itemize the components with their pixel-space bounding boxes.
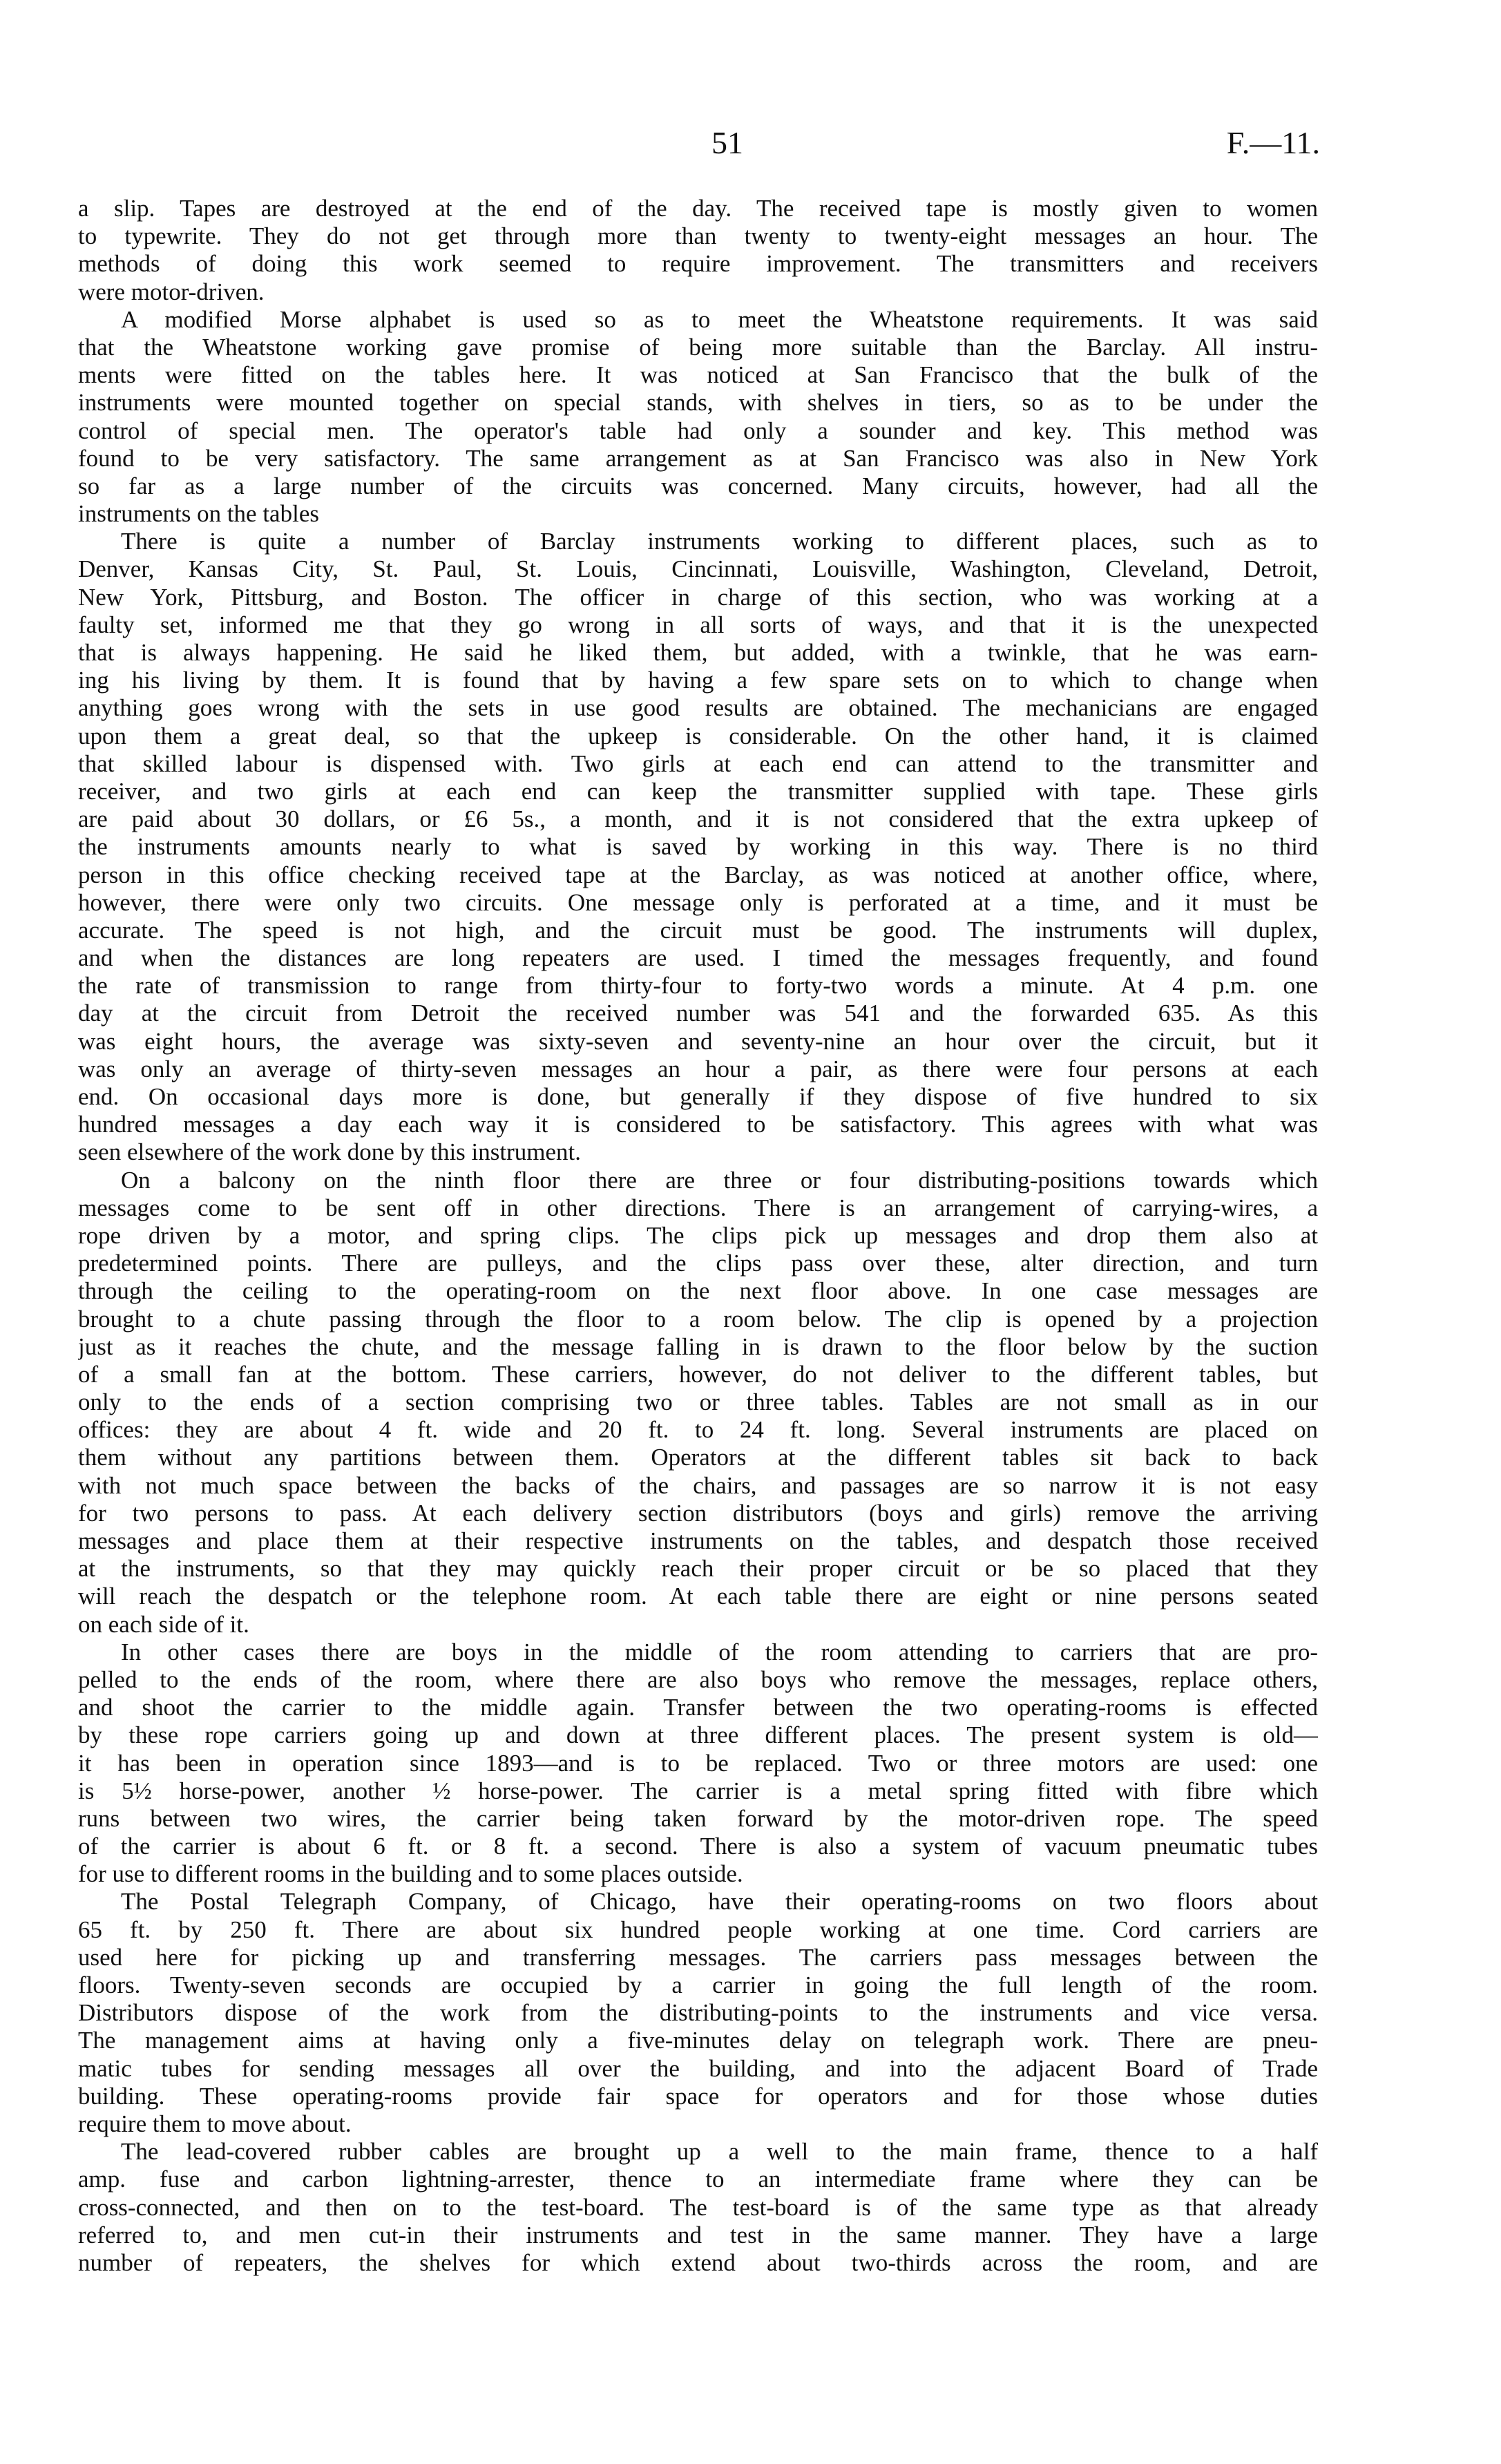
text-line: brought to a chute passing through the floor to a room below. The clip is opened by a projection: [78, 1305, 1318, 1333]
paragraph: [78, 195, 1318, 306]
text-line: methods of doing this work seemed to require improvement. The transmitters and receivers: [78, 250, 1318, 278]
text-line: runs between two wires, the carrier being taken forward by the motor-driven rope. The speed: [78, 1804, 1318, 1832]
text-line: On a balcony on the ninth floor there are three or four distributing-positions towards which: [121, 1166, 1318, 1194]
text-line: seen elsewhere of the work done by this instrument.: [78, 1138, 582, 1166]
text-line: the instruments amounts nearly to what is saved by working in this way. There is no third: [78, 833, 1318, 861]
text-line: The management aims at having only a five-minutes delay on telegraph work. There are pneu-: [78, 2027, 1318, 2054]
text-line: rope driven by a motor, and spring clips. The clips pick up messages and drop them also at: [78, 1221, 1318, 1249]
text-line: There is quite a number of Barclay instruments working to different places, such as to: [121, 528, 1318, 555]
text-line: anything goes wrong with the sets in use good results are obtained. The mechanicians are engaged: [78, 694, 1318, 722]
text-line: accurate. The speed is not high, and the circuit must be good. The instruments will duplex,: [78, 916, 1318, 944]
text-line: however, there were only two circuits. One message only is perforated at a time, and it must be: [78, 888, 1318, 916]
text-line: and shoot the carrier to the middle again. Transfer between the two operating-rooms is effected: [78, 1694, 1318, 1721]
text-line: it has been in operation since 1893—and is to be replaced. Two or three motors are used: one: [78, 1749, 1318, 1777]
text-line: that the Wheatstone working gave promise of being more suitable than the Barclay. All instru-: [78, 333, 1318, 361]
text-line: that skilled labour is dispensed with. Two girls at each end can attend to the transmitter and: [78, 749, 1318, 777]
text-line: for use to different rooms in the building and to some places outside.: [78, 1860, 743, 1888]
text-line: end. On occasional days more is done, but generally if they dispose of five hundred to six: [78, 1083, 1318, 1110]
text-line: so far as a large number of the circuits was concerned. Many circuits, however, had all the: [78, 472, 1318, 499]
text-line: require them to move about.: [78, 2110, 352, 2137]
text-line: are paid about 30 dollars, or £6 5s., a month, and it is not considered that the extra upkeep of: [78, 805, 1318, 833]
text-line: at the instruments, so that they may quickly reach their proper circuit or be so placed that they: [78, 1555, 1318, 1583]
text-line: faulty set, informed me that they go wrong in all sorts of ways, and that it is the unexpected: [78, 611, 1318, 638]
paragraph: [78, 528, 1318, 1166]
text-line: Distributors dispose of the work from the distributing-points to the instruments and vice versa.: [78, 1999, 1318, 2027]
text-line: for two persons to pass. At each delivery section distributors (boys and girls) remove the arriving: [78, 1499, 1318, 1527]
document-reference: F.—11.: [1226, 125, 1320, 160]
text-line: day at the circuit from Detroit the received number was 541 and the forwarded 635. As this: [78, 1000, 1318, 1027]
paragraph: [78, 2138, 1318, 2277]
text-line: The Postal Telegraph Company, of Chicago, have their operating-rooms on two floors about: [121, 1888, 1318, 1916]
text-line: New York, Pittsburg, and Boston. The officer in charge of this section, who was working at a: [78, 583, 1318, 611]
text-line: them without any partitions between them. Operators at the different tables sit back to back: [78, 1444, 1318, 1471]
paragraph: [78, 1888, 1318, 2138]
text-line: was only an average of thirty-seven messages an hour a pair, as there were four persons at each: [78, 1055, 1318, 1082]
text-line: person in this office checking received tape at the Barclay, as was noticed at another office, where,: [78, 861, 1318, 888]
text-line: A modified Morse alphabet is used so as to meet the Wheatstone requirements. It was said: [121, 305, 1318, 333]
text-line: number of repeaters, the shelves for which extend about two-thirds across the room, and are: [78, 2248, 1318, 2276]
text-line: instruments on the tables: [78, 500, 319, 528]
text-line: floors. Twenty-seven seconds are occupied by a carrier in going the full length of the room.: [78, 1971, 1318, 1998]
text-line: amp. fuse and carbon lightning-arrester, thence to an intermediate frame where they can be: [78, 2166, 1318, 2193]
text-line: upon them a great deal, so that the upkeep is considerable. On the other hand, it is claimed: [78, 722, 1318, 749]
text-line: used here for picking up and transferring messages. The carriers pass messages between the: [78, 1943, 1318, 1971]
text-line: were motor-driven.: [78, 278, 265, 305]
text-line: of the carrier is about 6 ft. or 8 ft. a second. There is also a system of vacuum pneumatic tubes: [78, 1833, 1318, 1860]
text-line: of a small fan at the bottom. These carriers, however, do not deliver to the different tables, but: [78, 1360, 1318, 1388]
text-line: control of special men. The operator's table had only a sounder and key. This method was: [78, 417, 1318, 444]
text-line: 65 ft. by 250 ft. There are about six hundred people working at one time. Cord carriers are: [78, 1916, 1318, 1943]
text-line: and when the distances are long repeaters are used. I timed the messages frequently, and found: [78, 944, 1318, 972]
text-line: offices: they are about 4 ft. wide and 20 ft. to 24 ft. long. Several instruments are placed on: [78, 1416, 1318, 1444]
text-line: only to the ends of a section comprising two or three tables. Tables are not small as in our: [78, 1388, 1318, 1416]
text-line: found to be very satisfactory. The same arrangement as at San Francisco was also in New York: [78, 444, 1318, 472]
text-line: that is always happening. He said he liked them, but added, with a twinkle, that he was earn-: [78, 639, 1318, 666]
text-line: predetermined points. There are pulleys, and the clips pass over these, alter direction, and turn: [78, 1250, 1318, 1277]
text-line: pelled to the ends of the room, where there are also boys who remove the messages, replace others,: [78, 1665, 1318, 1693]
text-line: with not much space between the backs of the chairs, and passages are so narrow it is not easy: [78, 1471, 1318, 1499]
paragraph: [78, 1167, 1318, 1639]
text-line: In other cases there are boys in the middle of the room attending to carriers that are pro-: [121, 1638, 1318, 1665]
text-line: instruments were mounted together on special stands, with shelves in tiers, so as to be under the: [78, 389, 1318, 417]
page-number: 51: [711, 125, 743, 160]
paragraph: [78, 1639, 1318, 1889]
text-line: the rate of transmission to range from thirty-four to forty-two words a minute. At 4 p.m. one: [78, 972, 1318, 1000]
text-line: ments were fitted on the tables here. It was noticed at San Francisco that the bulk of the: [78, 361, 1318, 389]
text-line: cross-connected, and then on to the test-board. The test-board is of the same type as that already: [78, 2193, 1318, 2221]
text-line: referred to, and men cut-in their instruments and test in the same manner. They have a large: [78, 2221, 1318, 2248]
text-line: will reach the despatch or the telephone room. At each table there are eight or nine persons seated: [78, 1583, 1318, 1610]
text-line: through the ceiling to the operating-room on the next floor above. In one case messages are: [78, 1277, 1318, 1305]
text-line: a slip. Tapes are destroyed at the end of the day. The received tape is mostly given to women: [78, 195, 1318, 222]
text-line: messages and place them at their respective instruments on the tables, and despatch those received: [78, 1527, 1318, 1554]
text-line: building. These operating-rooms provide fair space for operators and for those whose duties: [78, 2082, 1318, 2110]
text-line: The lead-covered rubber cables are brought up a well to the main frame, thence to a half: [121, 2138, 1318, 2166]
text-line: messages come to be sent off in other directions. There is an arrangement of carrying-wires, a: [78, 1194, 1318, 1221]
text-line: is 5½ horse-power, another ½ horse-power. The carrier is a metal spring fitted with fibre which: [78, 1777, 1318, 1804]
text-line: Denver, Kansas City, St. Paul, St. Louis, Cincinnati, Louisville, Washington, Cleveland, Detroit,: [78, 555, 1318, 583]
body-text: [78, 195, 1318, 2277]
text-line: by these rope carriers going up and down at three different places. The present system is old—: [78, 1721, 1318, 1749]
text-line: was eight hours, the average was sixty-seven and seventy-nine an hour over the circuit, but it: [78, 1027, 1318, 1055]
text-line: receiver, and two girls at each end can keep the transmitter supplied with tape. These girls: [78, 777, 1318, 805]
text-line: on each side of it.: [78, 1610, 249, 1638]
text-line: matic tubes for sending messages all over the building, and into the adjacent Board of Trade: [78, 2054, 1318, 2082]
paragraph: [78, 306, 1318, 528]
text-line: hundred messages a day each way it is considered to be satisfactory. This agrees with what was: [78, 1111, 1318, 1138]
text-line: ing his living by them. It is found that by having a few spare sets on to which to change when: [78, 667, 1318, 694]
text-line: just as it reaches the chute, and the message falling in is drawn to the floor below by the suction: [78, 1333, 1318, 1360]
text-line: to typewrite. They do not get through more than twenty to twenty-eight messages an hour. The: [78, 222, 1318, 250]
